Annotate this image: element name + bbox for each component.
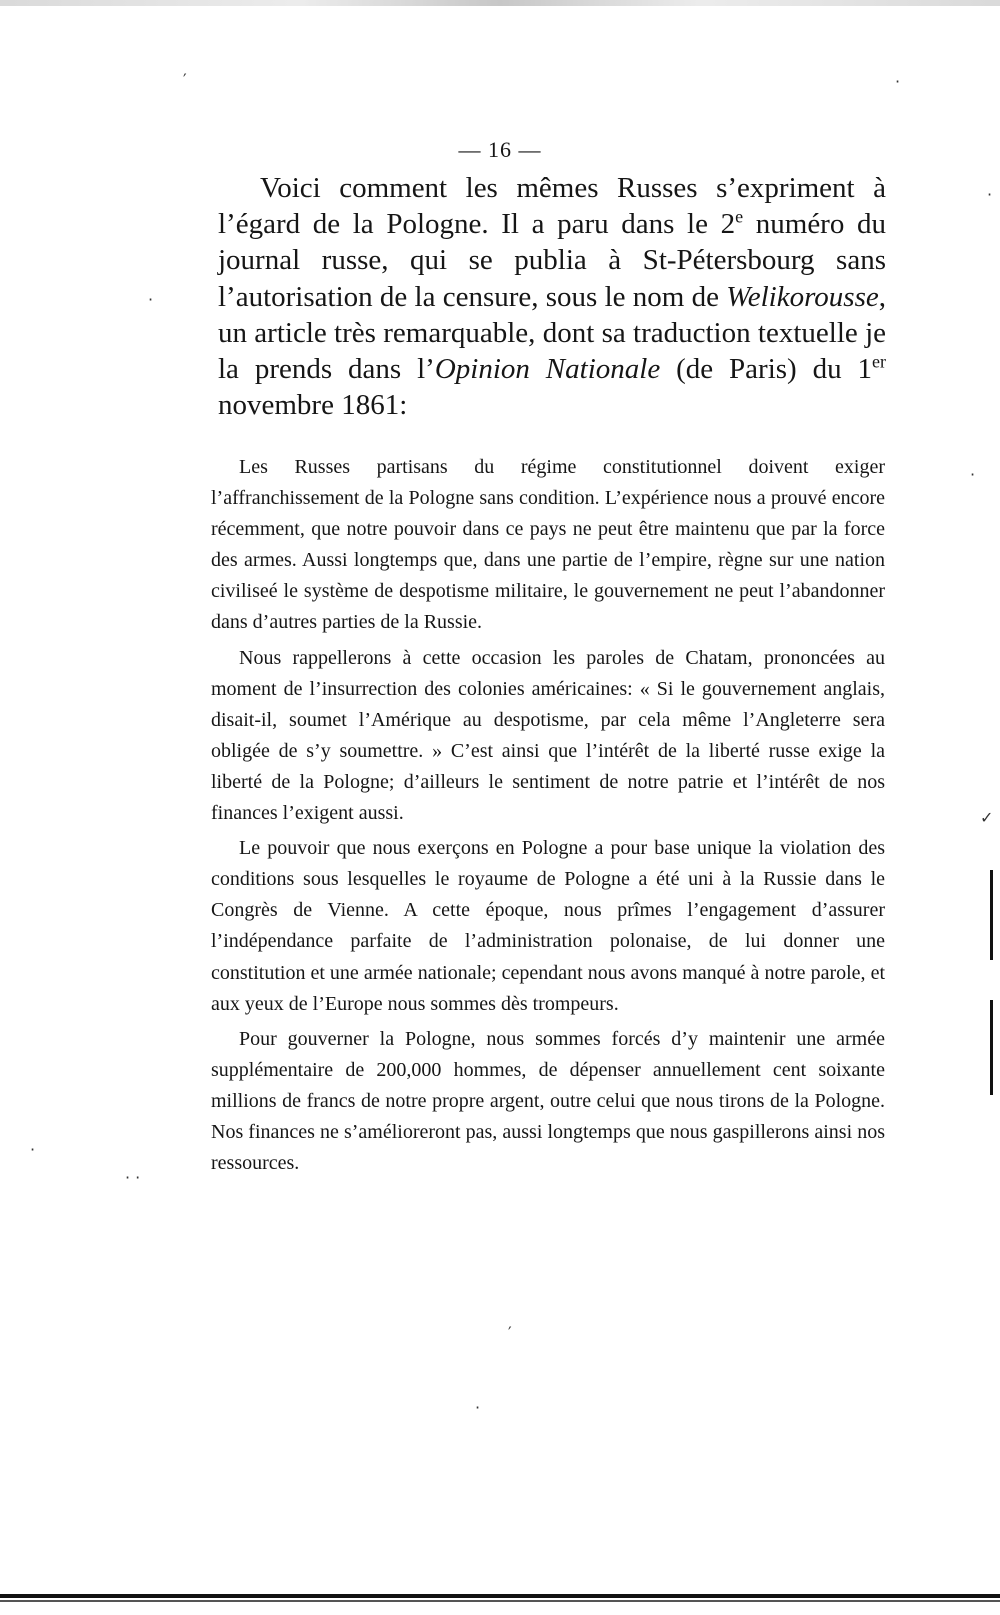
scan-speck: · bbox=[475, 1398, 481, 1417]
page-number: — 16 — bbox=[458, 137, 542, 162]
lead-text-1: Voici comment les mêmes Russes s’expriment à l’égard de la Pologne. Il a paru dans le 2 bbox=[218, 172, 886, 241]
quote-paragraph-2: Nous rappellerons à cette occasion les paroles de Chatam, prononcées au moment de l’insurrection des colonies américaines: « Si le gouvernement anglais, disait-il, soumet l’Amérique au despotisme, par cela même l’Angleterre sera obligée de s’y soumettre. » C’est ainsi que l’intérêt de la liberté russe exige la liberté de la Pologne; d’ailleurs le sentiment de notre patrie et l’intérêt de nos finances l’exigent aussi. bbox=[211, 646, 885, 825]
scan-speck: · bbox=[148, 290, 154, 309]
scan-speck: ✓ bbox=[980, 808, 994, 827]
lead-text-5: novembre 1861: bbox=[218, 389, 408, 422]
quote-paragraph-1: Les Russes partisans du régime constitutionnel doivent exiger l’affranchissement de la Pologne sans condition. L’expérience nous a prouvé encore récemment, que notre pouvoir dans ce pays ne peut être maintenu que par la force des armes. Aussi longtemps que, dans une partie de l’empire, règne sur une nation civiliseé le système de despotisme militaire, le gouvernement ne peut l’abandonner dans d’autres parties de la Russie. bbox=[211, 456, 885, 634]
lead-sup-2: er bbox=[872, 351, 886, 372]
newspaper-name: Opinion Nationale bbox=[434, 353, 661, 386]
quote-paragraph-3: Le pouvoir que nous exerçons en Pologne a pour base unique la violation des conditions sous lesquelles le royaume de Pologne a été uni à la Russie dans le Congrès de Vienne. A cette époque, nous prîmes l’engagement d’assurer l’indépendance parfaite de l’administration polonaise, de lui donner une constitution et une armée nationale; cependant nous avons manqué à notre parole, et aux yeux de l’Europe nous sommes dès trompeurs. bbox=[211, 837, 885, 1015]
scan-speck: · bbox=[30, 1140, 36, 1159]
scan-speck: · bbox=[895, 72, 901, 91]
scan-edge-top bbox=[0, 0, 1000, 6]
journal-name: Welikorousse bbox=[726, 280, 879, 313]
scan-speck: ′ bbox=[183, 70, 187, 89]
lead-sup-1: e bbox=[735, 206, 744, 227]
scan-edge-bottom bbox=[0, 1594, 1000, 1598]
lead-text-3: , un article très remarquable, dont sa traduction textuelle je la prends dans l’ bbox=[218, 280, 886, 386]
scan-speck: · bbox=[987, 185, 993, 204]
lead-text-4: (de Paris) du 1 bbox=[660, 353, 873, 386]
scan-speck: ′ bbox=[508, 1323, 512, 1342]
quote-paragraph-4: Pour gouverner la Pologne, nous sommes forcés d’y maintenir une armée supplémentaire de 200,000 hommes, de dépenser annuellement cent soixante millions de francs de notre propre argent, outre celui que nous tirons de la Pologne. Nos finances ne s’amélioreront pas, aussi longtemps que nous gaspillerons ainsi nos ressources. bbox=[211, 1027, 885, 1175]
scan-edge-line bbox=[990, 870, 993, 960]
lead-paragraph bbox=[218, 170, 886, 423]
scan-speck: · · bbox=[125, 1168, 141, 1187]
scan-edge-line bbox=[990, 1000, 993, 1095]
lead-text-2: numéro du journal russe, qui se publia à St-Pétersbourg sans l’autorisation de la censure, sous le nom de bbox=[218, 208, 886, 313]
scan-speck: · bbox=[970, 465, 976, 484]
quoted-article bbox=[211, 452, 885, 1183]
scan-edge-bottom-shadow bbox=[0, 1600, 1000, 1602]
